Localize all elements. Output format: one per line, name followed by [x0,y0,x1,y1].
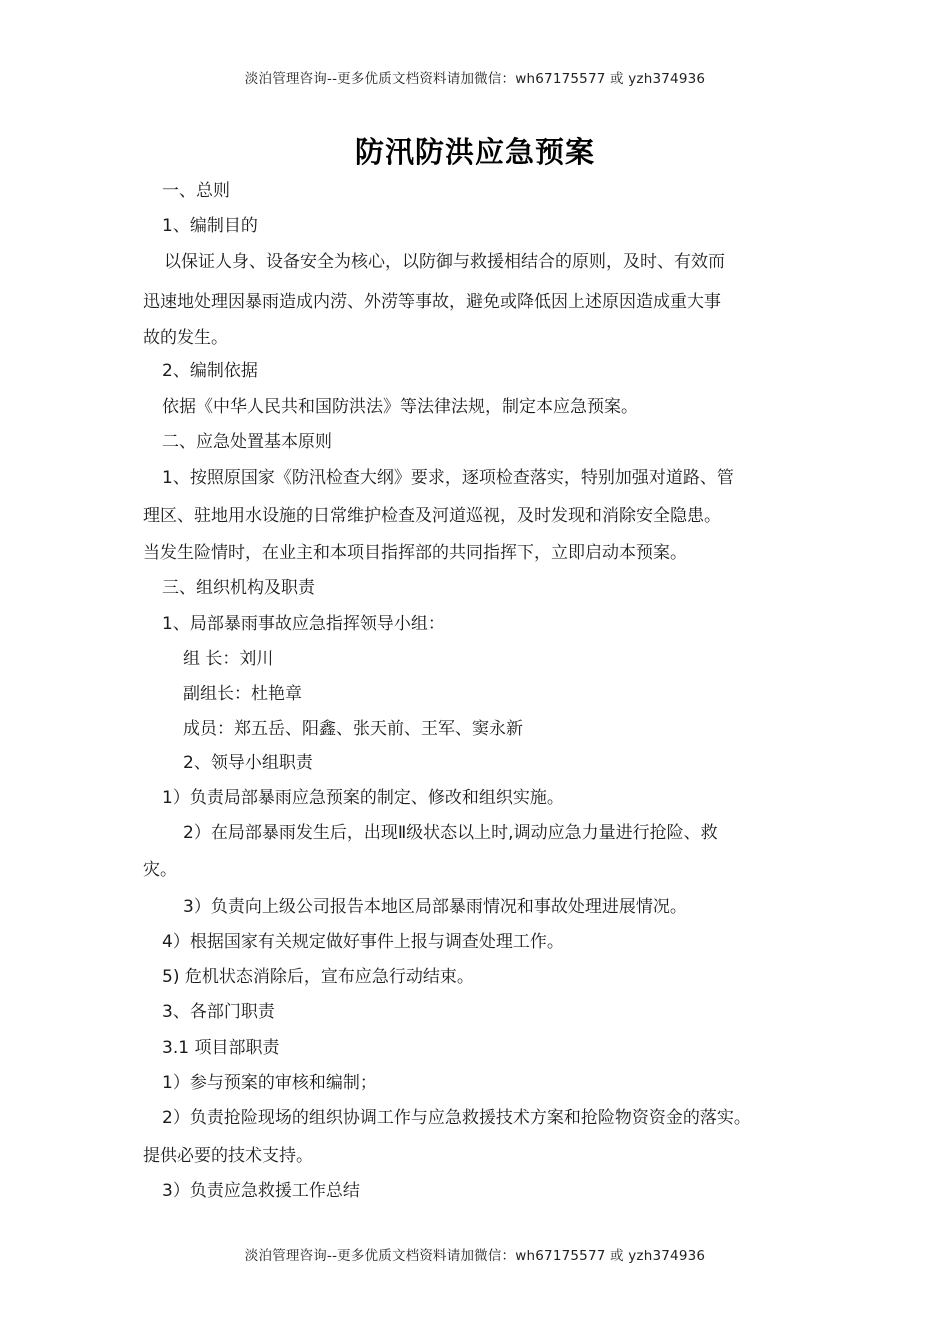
paragraph-line: 副组长：杜艳章 [183,684,302,704]
page-header-watermark: 淡泊管理咨询--更多优质文档资料请加微信：wh67175577 或 yzh374936 [244,71,706,87]
paragraph-line: 理区、驻地用水设施的日常维护检查及河道巡视，及时发现和消除安全隐患。 [143,506,721,526]
paragraph-line: 迅速地处理因暴雨造成内涝、外涝等事故，避免或降低因上述原因造成重大事 [143,292,721,312]
paragraph-line: 4）根据国家有关规定做好事件上报与调查处理工作。 [162,932,564,952]
page-footer-watermark: 淡泊管理咨询--更多优质文档资料请加微信：wh67175577 或 yzh374936 [244,1248,706,1264]
paragraph-line: 1）负责局部暴雨应急预案的制定、修改和组织实施。 [162,788,564,808]
paragraph-line: 二、应急处置基本原则 [162,432,332,452]
paragraph-line: 组 长：刘川 [183,649,274,669]
paragraph-line: 2、领导小组职责 [183,753,313,773]
paragraph-line: 以保证人身、设备安全为核心，以防御与救援相结合的原则，及时、有效而 [164,252,725,272]
paragraph-line: 1、编制目的 [162,216,258,236]
paragraph-line: 3.1 项目部职责 [162,1038,280,1058]
paragraph-line: 三、组织机构及职责 [162,578,315,598]
paragraph-line: 故的发生。 [143,328,228,348]
paragraph-line: 成员：郑五岳、阳鑫、张天前、王军、窦永新 [183,719,523,739]
paragraph-line: 一、总则 [162,181,230,201]
document-title: 防汛防洪应急预案 [354,135,595,169]
paragraph-line: 1、局部暴雨事故应急指挥领导小组： [162,614,445,634]
paragraph-line: 3）负责应急救援工作总结 [162,1181,360,1201]
paragraph-line: 3、各部门职责 [162,1002,275,1022]
paragraph-line: 3）负责向上级公司报告本地区局部暴雨情况和事故处理进展情况。 [183,897,687,917]
paragraph-line: 2）负责抢险现场的组织协调工作与应急救援技术方案和抢险物资资金的落实。 [162,1108,751,1128]
paragraph-line: 2）在局部暴雨发生后，出现Ⅱ级状态以上时,调动应急力量进行抢险、救 [183,823,718,843]
paragraph-line: 依据《中华人民共和国防洪法》等法律法规，制定本应急预案。 [162,397,638,417]
paragraph-line: 5) 危机状态消除后，宣布应急行动结束。 [162,967,474,987]
paragraph-line: 提供必要的技术支持。 [143,1146,313,1166]
paragraph-line: 灾。 [143,860,177,880]
paragraph-line: 当发生险情时，在业主和本项目指挥部的共同指挥下，立即启动本预案。 [143,543,687,563]
paragraph-line: 1）参与预案的审核和编制； [162,1073,377,1093]
paragraph-line: 2、编制依据 [162,361,258,381]
paragraph-line: 1、按照原国家《防汛检查大纲》要求，逐项检查落实，特别加强对道路、管 [162,468,734,488]
